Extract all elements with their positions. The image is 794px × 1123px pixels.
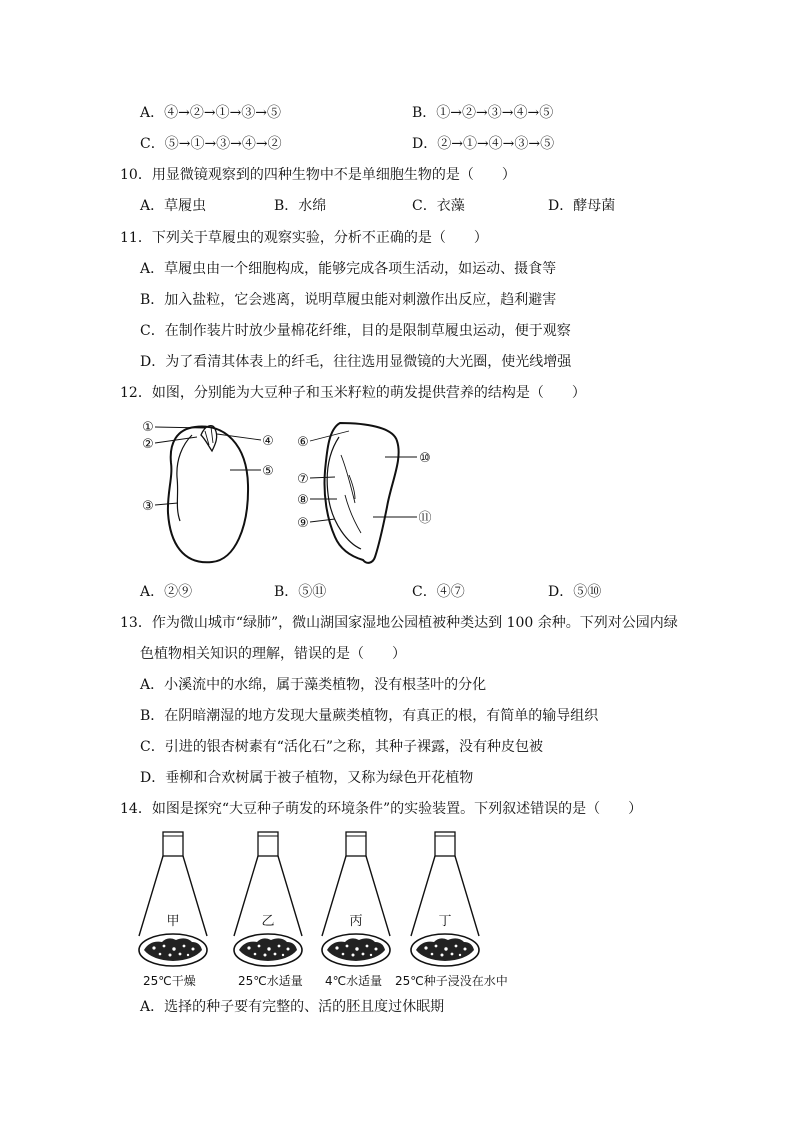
q13-option-b: B．在阴暗潮湿的地方发现大量蕨类植物，有真正的根，有简单的输导组织 [140, 708, 599, 724]
q9-option-d: D．②→①→④→③→⑤ [412, 136, 555, 152]
q13-option-a: A．小溪流中的水绵，属于藻类植物，没有根茎叶的分化 [140, 677, 487, 693]
flask-4 [411, 832, 479, 966]
flask-2 [234, 832, 302, 966]
flask-2-condition: 25℃水适量 [238, 974, 303, 988]
q12-option-c: C．④⑦ [412, 584, 465, 600]
q13-option-d: D．垂柳和合欢树属于被子植物，又称为绿色开花植物 [140, 770, 474, 786]
flask-1 [139, 832, 207, 966]
q14-stem: 14．如图是探究“大豆种子萌发的环境条件”的实验装置。下列叙述错误的是（ ） [120, 801, 643, 817]
q11-option-a: A．草履虫由一个细胞构成，能够完成各项生活动，如运动、摄食等 [140, 261, 557, 277]
flask-1-name: 甲 [166, 914, 180, 929]
label-5: ⑤ [262, 464, 274, 479]
flask-2-name: 乙 [261, 914, 275, 929]
flask-4-condition: 25℃种子浸没在水中 [395, 974, 508, 988]
flask-3-condition: 4℃水适量 [325, 974, 383, 988]
flask-4-name: 丁 [438, 914, 452, 929]
label-6: ⑥ [297, 435, 309, 450]
label-2: ② [142, 437, 154, 452]
q12-option-a: A．②⑨ [140, 584, 193, 600]
q11-option-c: C．在制作装片时放少量棉花纤维，目的是限制草履虫运动，便于观察 [140, 323, 571, 339]
q12-option-b: B．⑤⑪ [274, 584, 327, 600]
q14-option-a: A．选择的种子要有完整的、活的胚且度过休眠期 [140, 999, 445, 1015]
q10-option-d: D．酵母菌 [548, 198, 616, 214]
flask-experiment-diagram [130, 828, 530, 998]
q13-option-c: C．引进的银杏树素有“活化石”之称，其种子裸露，没有种皮包被 [140, 739, 544, 755]
label-11: ⑪ [418, 511, 432, 526]
label-9: ⑨ [297, 516, 309, 531]
q10-option-b: B．水绵 [274, 198, 327, 214]
flask-3 [322, 832, 390, 966]
label-8: ⑧ [297, 493, 309, 508]
q10-stem: 10．用显微镜观察到的四种生物中不是单细胞生物的是（ ） [120, 167, 516, 183]
q12-option-d: D．⑤⑩ [548, 584, 602, 600]
label-4: ④ [262, 434, 274, 449]
q10-option-a: A．草履虫 [140, 198, 207, 214]
bean-seed-figure [168, 426, 248, 563]
q10-option-c: C．衣藻 [412, 198, 465, 214]
q11-stem: 11．下列关于草履虫的观察实验，分析不正确的是（ ） [120, 230, 488, 246]
label-10: ⑩ [419, 451, 431, 466]
label-7: ⑦ [297, 472, 309, 487]
q13-stem-line2: 色植物相关知识的理解，错误的是（ ） [140, 646, 406, 662]
q11-option-b: B．加入盐粒，它会逃离，说明草履虫能对刺激作出反应，趋利避害 [140, 292, 557, 308]
q12-stem: 12．如图，分别能为大豆种子和玉米籽粒的萌发提供营养的结构是（ ） [120, 385, 586, 401]
q9-option-a: A．④→②→①→③→⑤ [140, 105, 282, 121]
flask-3-name: 丙 [349, 914, 363, 929]
label-1: ① [142, 420, 154, 435]
q13-stem-line1: 13．作为微山城市“绿肺”，微山湖国家湿地公园植被种类达到 100 余种。下列对公园内绿 [120, 615, 678, 631]
flask-1-condition: 25℃干燥 [143, 974, 196, 988]
q11-option-d: D．为了看清其体表上的纤毛，往往选用显微镜的大光圈，使光线增强 [140, 354, 572, 370]
corn-kernel-figure [324, 423, 398, 563]
q9-option-b: B．①→②→③→④→⑤ [412, 105, 554, 121]
q9-option-c: C．⑤→①→③→④→② [140, 136, 282, 152]
seed-diagram [135, 415, 455, 575]
label-3: ③ [142, 499, 154, 514]
